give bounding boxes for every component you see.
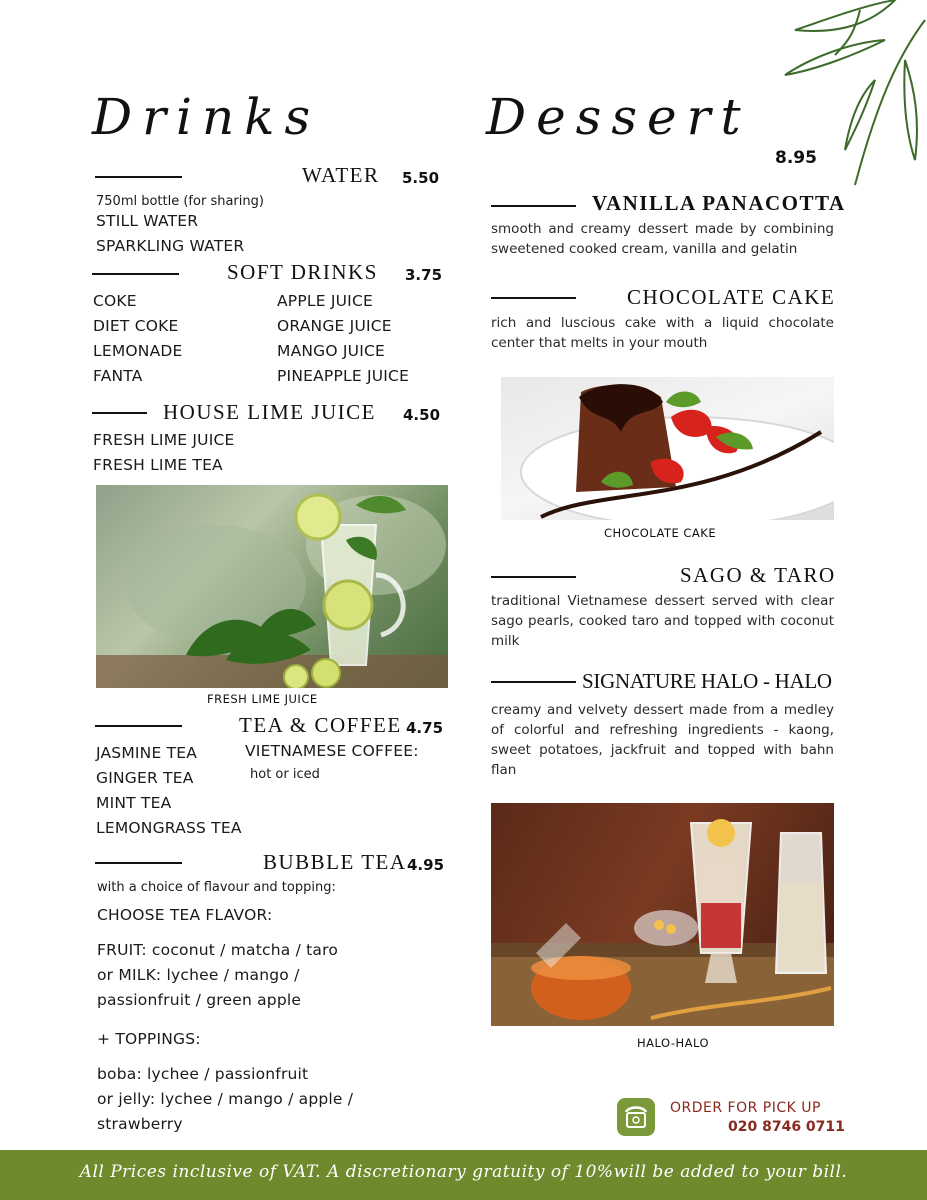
dessert-description: creamy and velvety dessert made from a medley of colorful and refreshing ingredients - kaong, sweet potatoes, jackfruit and topped with bahn flan [491, 702, 834, 778]
water-rule [95, 176, 182, 178]
soft-drink-item: APPLE JUICE [277, 292, 373, 310]
tea-item: MINT TEA [96, 794, 172, 812]
bubble-tea-heading: BUBBLE TEA [263, 850, 407, 874]
bubble-tea-note: with a choice of flavour and topping: [97, 880, 336, 895]
house-lime-heading: HOUSE LIME JUICE [163, 400, 376, 424]
dessert-rule [491, 576, 576, 578]
dessert-heading: CHOCOLATE CAKE [627, 285, 836, 309]
bubble-tea-price: 4.95 [407, 856, 445, 874]
halo-halo-photo [491, 803, 834, 1026]
house-lime-price: 4.50 [403, 406, 441, 424]
coffee-note: hot or iced [250, 767, 320, 782]
order-phone[interactable]: 020 8746 0711 [728, 1119, 845, 1135]
soft-drink-item: COKE [93, 292, 137, 310]
bubble-tea-toppings: + TOPPINGS: [97, 1030, 201, 1048]
house-lime-rule [92, 412, 147, 414]
soft-drink-item: PINEAPPLE JUICE [277, 367, 410, 385]
footer-text: All Prices inclusive of VAT. A discretionary gratuity of 10%will be added to your bill. [79, 1162, 848, 1182]
bubble-tea-rule [95, 862, 182, 864]
drinks-title: Drinks [92, 88, 321, 146]
bubble-tea-flavor-line: passionfruit / green apple [97, 991, 302, 1009]
tea-coffee-heading: TEA & COFFEE [239, 713, 402, 737]
bubble-tea-topping-line: strawberry [97, 1115, 183, 1133]
dessert-price: 8.95 [775, 148, 817, 168]
dessert-rule [491, 205, 576, 207]
soft-drink-item: LEMONADE [93, 342, 183, 360]
dessert-rule [491, 297, 576, 299]
soft-drink-item: FANTA [93, 367, 143, 385]
dessert-title: Dessert [486, 88, 751, 146]
soft-drink-item: ORANGE JUICE [277, 317, 392, 335]
dessert-description: rich and luscious cake with a liquid chocolate center that melts in your mouth [491, 315, 834, 351]
soft-drinks-price: 3.75 [405, 266, 443, 284]
water-note: 750ml bottle (for sharing) [96, 194, 264, 209]
water-item: SPARKLING WATER [96, 237, 245, 255]
order-label: ORDER FOR PICK UP [670, 1100, 821, 1116]
fresh-lime-juice-caption: FRESH LIME JUICE [207, 692, 318, 706]
tea-item: LEMONGRASS TEA [96, 819, 242, 837]
water-item: STILL WATER [96, 212, 199, 230]
dessert-heading: SIGNATURE HALO - HALO [582, 669, 832, 693]
dessert-heading: SAGO & TARO [680, 563, 836, 587]
dessert-rule [491, 681, 576, 683]
halo-halo-caption: HALO-HALO [637, 1036, 710, 1050]
dessert-heading: VANILLA PANACOTTA [592, 191, 846, 215]
dessert-description: traditional Vietnamese dessert served with clear sago pearls, cooked taro and topped with coconut milk [491, 593, 834, 649]
house-lime-item: FRESH LIME JUICE [93, 431, 235, 449]
tea-coffee-rule [95, 725, 182, 727]
tea-item: GINGER TEA [96, 769, 194, 787]
bubble-tea-flavor-line: or MILK: lychee / mango / [97, 966, 300, 984]
chocolate-cake-photo [501, 377, 834, 520]
soft-drinks-heading: SOFT DRINKS [227, 260, 378, 284]
bubble-tea-flavor-line: FRUIT: coconut / matcha / taro [97, 941, 339, 959]
dessert-description: smooth and creamy dessert made by combining sweetened cooked cream, vanilla and gelatin [491, 221, 834, 257]
soft-drinks-rule [92, 273, 179, 275]
fresh-lime-juice-photo [96, 485, 448, 688]
tea-coffee-price: 4.75 [406, 719, 444, 737]
footer-bar [0, 1150, 927, 1200]
water-price: 5.50 [402, 169, 440, 187]
tea-item: JASMINE TEA [96, 744, 198, 762]
soft-drink-item: DIET COKE [93, 317, 179, 335]
phone-icon [617, 1098, 655, 1136]
water-heading: WATER [302, 163, 380, 187]
bubble-tea-choose: CHOOSE TEA FLAVOR: [97, 906, 273, 924]
house-lime-item: FRESH LIME TEA [93, 456, 223, 474]
coffee-item: VIETNAMESE COFFEE: [245, 742, 419, 760]
soft-drink-item: MANGO JUICE [277, 342, 386, 360]
chocolate-cake-caption: CHOCOLATE CAKE [604, 526, 717, 540]
bubble-tea-topping-line: boba: lychee / passionfruit [97, 1065, 309, 1083]
bubble-tea-topping-line: or jelly: lychee / mango / apple / [97, 1090, 354, 1108]
